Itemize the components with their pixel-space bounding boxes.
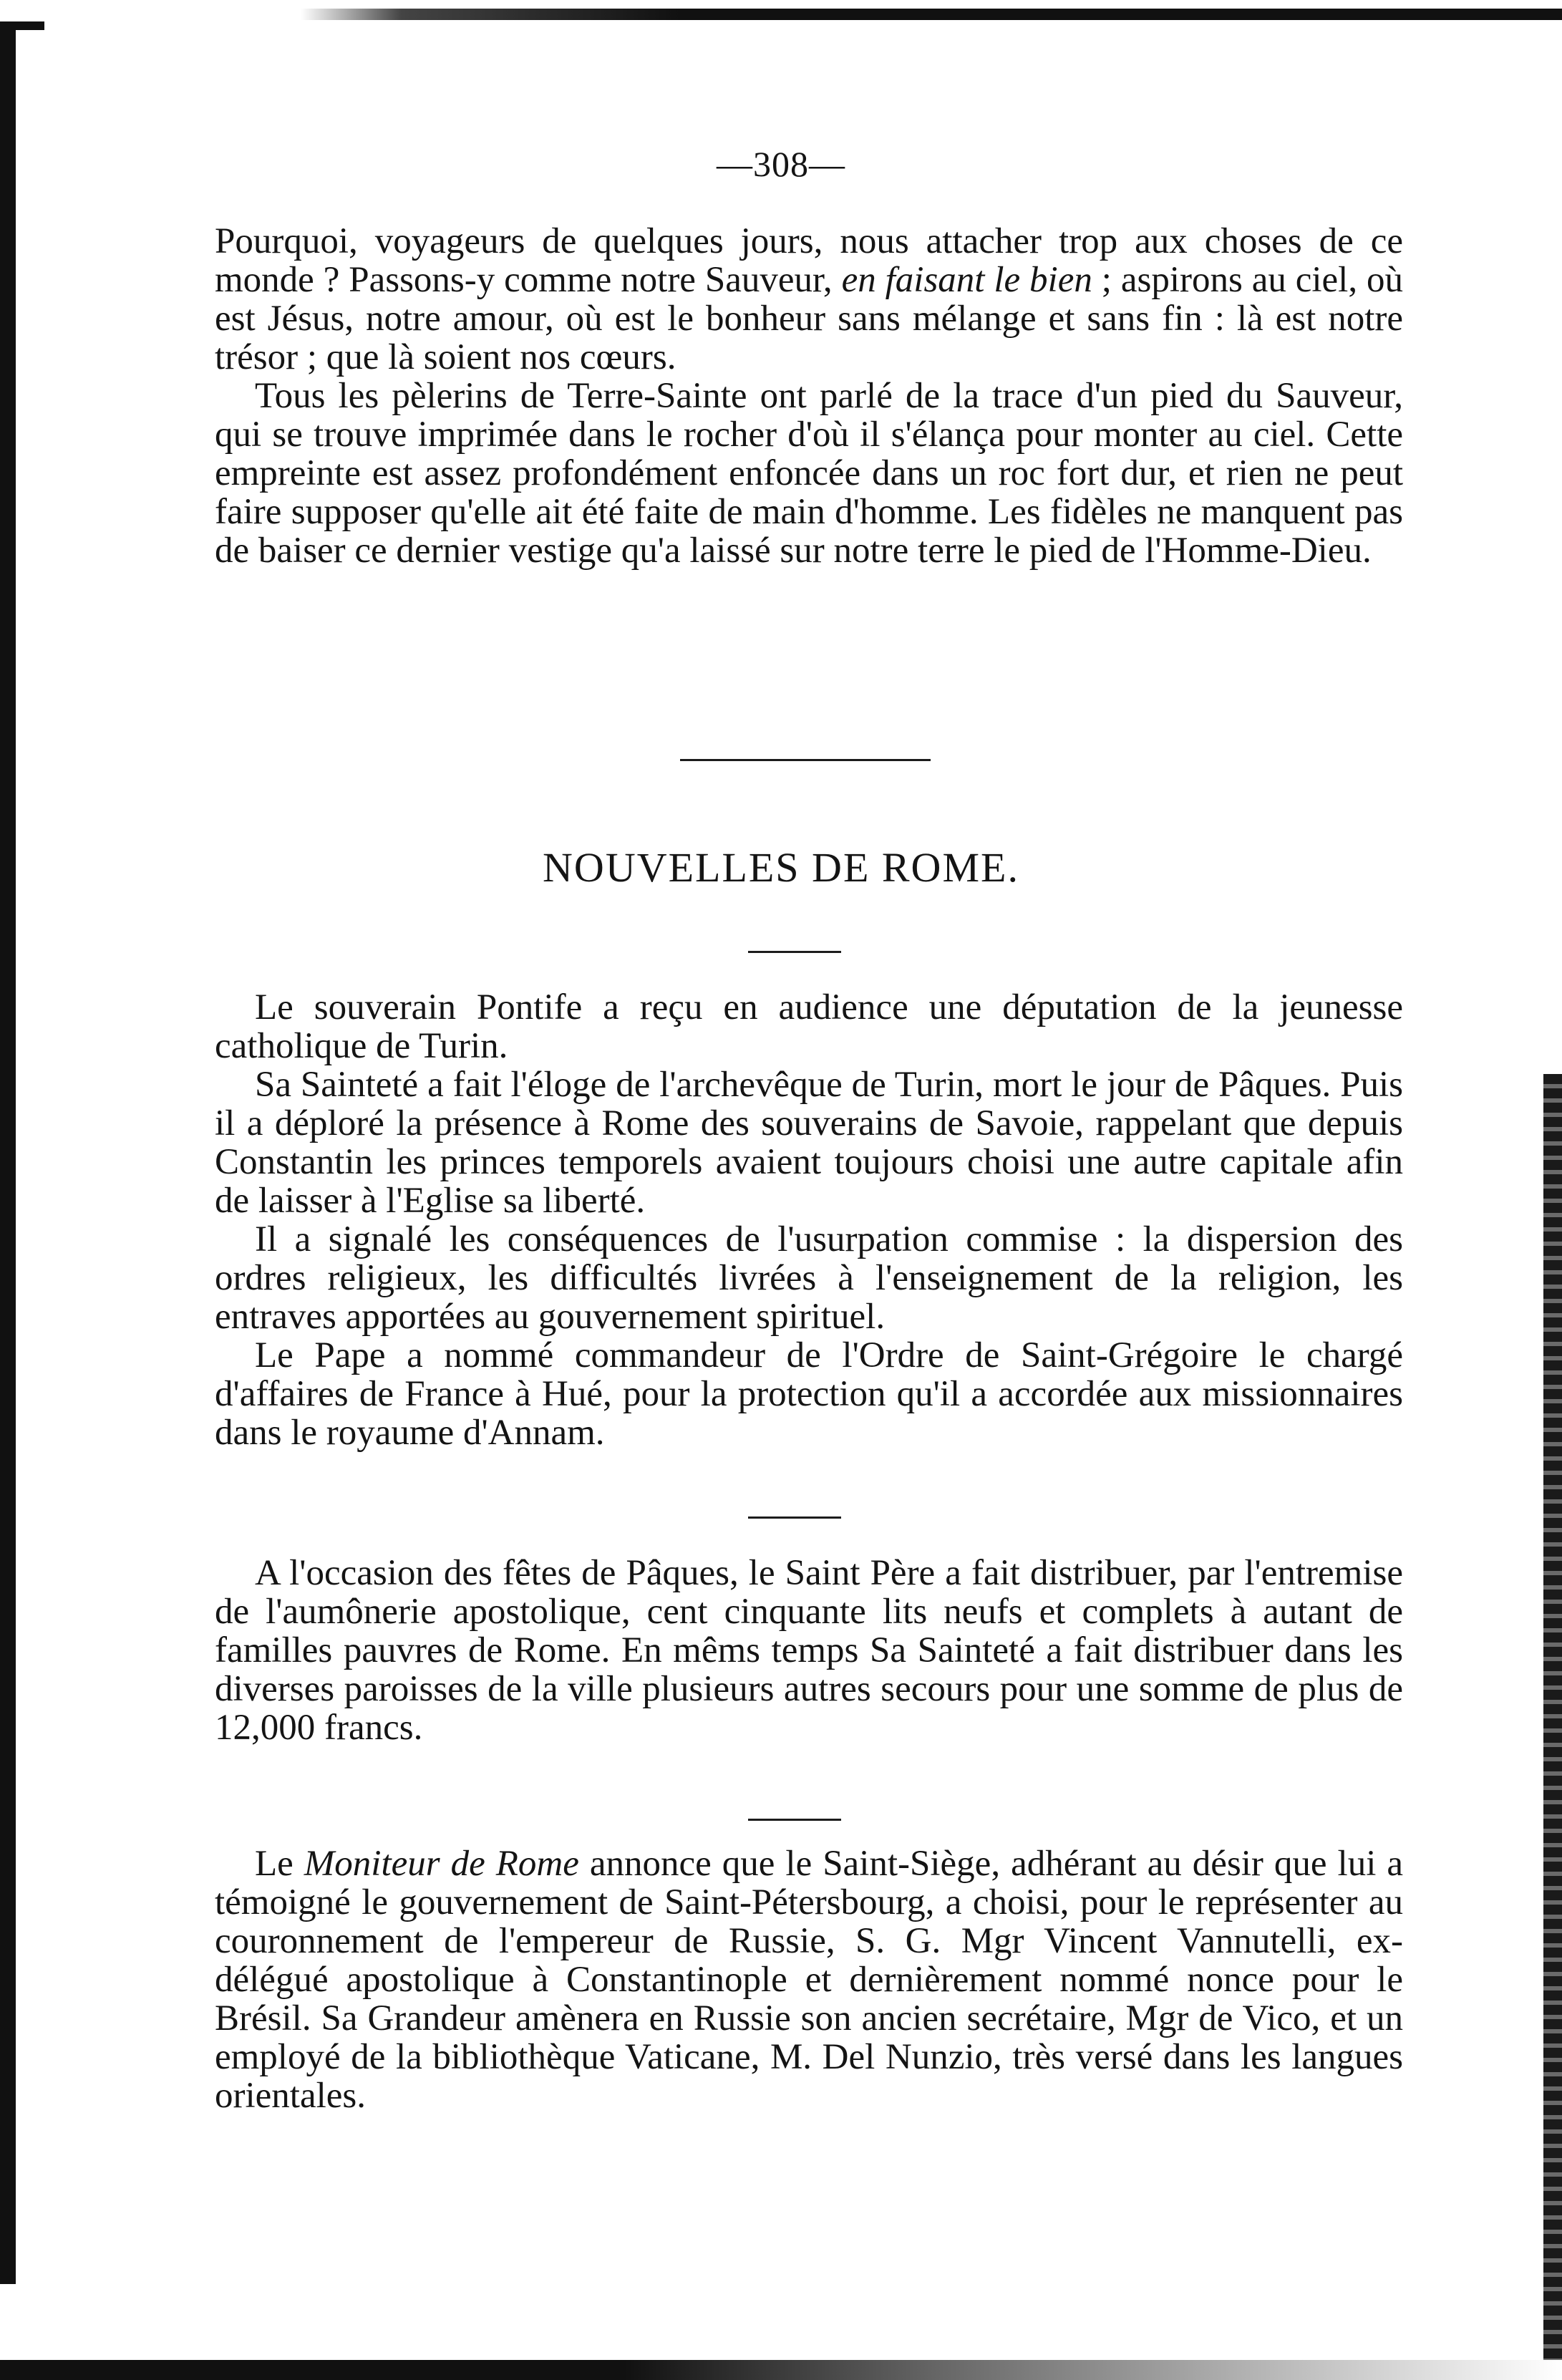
news-separator-rule-2	[748, 1819, 841, 1821]
section-divider	[680, 759, 931, 761]
section-title: NOUVELLES DE ROME.	[543, 844, 1019, 891]
page-number	[0, 143, 1562, 185]
scan-border-top	[301, 9, 1562, 20]
page-number-dash-right: —	[809, 144, 845, 184]
news-block-audience	[215, 988, 1403, 1452]
news-paragraph-3: Il a signalé les conséquences de l'usurpation commise : la dispersion des ordres religieux, les difficultés livrées à l'enseignement de la religion, les entraves apportées au gouvernement spirituel.	[215, 1219, 1403, 1337]
scan-border-bottom	[0, 2360, 1562, 2380]
news-paragraph-2: Sa Sainteté a fait l'éloge de l'archevêque de Turin, mort le jour de Pâques. Puis il a déploré la présence à Rome des souverains de Savoie, rappelant que depuis Constantin les princes temporels avaient toujours choisi une autre capitale afin de laisser à l'Eglise sa liberté.	[215, 1065, 1403, 1221]
news-paragraph-6	[215, 1844, 1403, 2115]
news-paragraph-4: Le Pape a nommé commandeur de l'Ordre de Saint-Grégoire le chargé d'affaires de France à Hué, pour la protection qu'il a accordée aux missionnaires dans le royaume d'Annam.	[215, 1335, 1403, 1453]
intro-paragraph-1-emphasis: en faisant le bien	[841, 260, 1092, 300]
page-number-value: 308	[753, 144, 809, 184]
intro-paragraph-1-end: ; aspirons au ciel, où est Jésus, notre amour, où est le bonheur sans mélange et sans fin : là est notre trésor ; que là soient nos cœurs.	[215, 260, 1404, 377]
intro-paragraph-1	[215, 222, 1403, 377]
news-paragraph-1: Le souverain Pontife a reçu en audience une députation de la jeunesse catholique de Turin.	[215, 987, 1403, 1066]
title-underline-rule	[748, 951, 841, 953]
intro-paragraph-2: Tous les pèlerins de Terre-Sainte ont parlé de la trace d'un pied du Sauveur, qui se trouve imprimée dans le rocher d'où il s'élança pour monter au ciel. Cette empreinte est assez profondément enfoncée dans un roc fort dur, et rien ne peut faire supposer qu'elle ait été faite de main d'homme. Les fidèles ne manquent pas de baiser ce dernier vestige qu'a laissé sur notre terre le pied de l'Homme-Dieu.	[215, 376, 1403, 571]
news-block-easter	[215, 1554, 1403, 1747]
scan-border-corner	[16, 21, 44, 30]
news-paragraph-6-emphasis: Moniteur de Rome	[304, 1844, 579, 1884]
news-paragraph-6-end: annonce que le Saint-Siège, adhérant au désir que lui a témoigné le gouvernement de Saint-Pétersbourg, a choisi, pour le représenter au couronnement de l'empereur de Russie, S. G. Mgr Vincent Vannutelli, ex-délégué apostolique à Constantinople et dernièrement nommé nonce pour le Brésil. Sa Grandeur amènera en Russie son ancien secrétaire, Mgr de Vico, et un employé de la bibliothèque Vaticane, M. Del Nunzio, très versé dans les langues orientales.	[215, 1844, 1403, 2116]
page-number-dash-left: —	[717, 144, 753, 184]
news-paragraph-6-start: Le	[255, 1844, 304, 1884]
news-block-moniteur	[215, 1844, 1403, 2115]
scan-border-right	[1543, 1074, 1562, 2377]
scan-border-left	[0, 21, 16, 2284]
news-separator-rule-1	[748, 1516, 841, 1519]
intro-text	[215, 222, 1403, 570]
intro-paragraph-1-start: Pourquoi, voyageurs de quelques jours, nous attacher trop aux choses de ce monde ? Passons-y comme notre Sauveur,	[215, 221, 1403, 300]
news-paragraph-5: A l'occasion des fêtes de Pâques, le Saint Père a fait distribuer, par l'entremise de l'aumônerie apostolique, cent cinquante lits neufs et complets à autant de familles pauvres de Rome. En mêms temps Sa Sainteté a fait distribuer dans les diverses paroisses de la ville plusieurs autres secours pour une somme de plus de 12,000 francs.	[215, 1553, 1403, 1748]
